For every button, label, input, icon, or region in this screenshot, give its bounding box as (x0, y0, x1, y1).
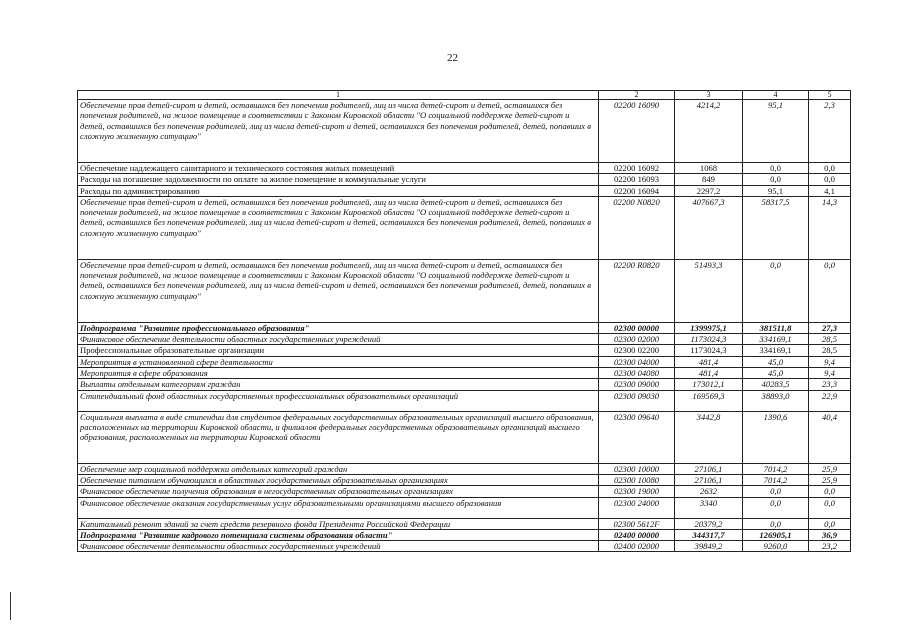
row-name-cell: Финансовое обеспечение оказания государственных услуг образовательными организациями высшего образования (78, 497, 599, 518)
column-header: 3 (675, 91, 743, 100)
row-code-cell: 02300 09640 (599, 411, 675, 463)
row-value-col4: 40283,5 (743, 379, 809, 390)
row-value-col3: 27106,1 (675, 474, 743, 485)
table-row (78, 541, 851, 552)
table-row (78, 463, 851, 474)
table-row (78, 486, 851, 497)
row-value-col4: 0,0 (743, 518, 809, 529)
row-value-col5: 40,4 (809, 411, 851, 463)
row-value-col3: 344317,7 (675, 529, 743, 540)
row-value-col4: 58317,5 (743, 196, 809, 259)
column-header: 4 (743, 91, 809, 100)
row-value-col5: 25,9 (809, 474, 851, 485)
row-name-cell: Обеспечение питанием обучающихся в областных государственных образовательных организациях (78, 474, 599, 485)
row-value-col3: 481,4 (675, 356, 743, 367)
row-code-cell: 02300 02200 (599, 345, 675, 356)
row-value-col3: 3442,8 (675, 411, 743, 463)
table-header-row (78, 91, 851, 100)
row-value-col4: 7014,2 (743, 463, 809, 474)
row-value-col4: 95,1 (743, 185, 809, 196)
row-value-col3: 2297,2 (675, 185, 743, 196)
row-value-col4: 7014,2 (743, 474, 809, 485)
row-code-cell: 02200 N0820 (599, 196, 675, 259)
budget-table (77, 90, 851, 552)
row-code-cell: 02300 04080 (599, 368, 675, 379)
row-value-col3: 4214,2 (675, 100, 743, 163)
row-value-col5: 22,9 (809, 390, 851, 411)
row-value-col3: 407667,3 (675, 196, 743, 259)
row-value-col4: 334169,1 (743, 345, 809, 356)
table-row (78, 356, 851, 367)
row-code-cell: 02300 09030 (599, 390, 675, 411)
row-value-col4: 38893,0 (743, 390, 809, 411)
row-value-col5: 27,3 (809, 322, 851, 333)
row-name-cell: Обеспечение мер социальной поддержки отдельных категорий граждан (78, 463, 599, 474)
table-row (78, 368, 851, 379)
row-name-cell: Расходы по администрированию (78, 185, 599, 196)
table-row (78, 334, 851, 345)
row-value-col4: 9260,0 (743, 541, 809, 552)
row-value-col3: 849 (675, 174, 743, 185)
row-name-cell: Выплаты отдельным категориям граждан (78, 379, 599, 390)
row-value-col3: 169569,3 (675, 390, 743, 411)
table-row (78, 100, 851, 163)
row-code-cell: 02300 19000 (599, 486, 675, 497)
row-code-cell: 02300 10000 (599, 463, 675, 474)
table-row (78, 411, 851, 463)
row-code-cell: 02300 04000 (599, 356, 675, 367)
row-value-col5: 28,5 (809, 334, 851, 345)
row-name-cell: Расходы на погашение задолженности по оплате за жилое помещение и коммунальные услуги (78, 174, 599, 185)
row-code-cell: 02300 09000 (599, 379, 675, 390)
row-code-cell: 02200 16090 (599, 100, 675, 163)
row-name-cell: Подпрограмма "Развитие кадрового потенциала системы образования области" (78, 529, 599, 540)
column-header: 5 (809, 91, 851, 100)
row-value-col5: 0,0 (809, 518, 851, 529)
row-value-col5: 0,0 (809, 486, 851, 497)
row-code-cell: 02300 00000 (599, 322, 675, 333)
row-value-col4: 126905,1 (743, 529, 809, 540)
row-name-cell: Финансовое обеспечение деятельности областных государственных учреждений (78, 541, 599, 552)
row-value-col4: 1390,6 (743, 411, 809, 463)
row-code-cell: 02300 02000 (599, 334, 675, 345)
row-name-cell: Подпрограмма "Развитие профессионального образования" (78, 322, 599, 333)
row-value-col5: 25,9 (809, 463, 851, 474)
row-name-cell: Социальная выплата в виде стипендии для студентов федеральных государственных образовательных организаций высшего образования, расположенных на территории Кировской области, и филиалов федеральных государственных образовательных организаций высшего образования, расположенных на территории Кировской области (78, 411, 599, 463)
column-header: 2 (599, 91, 675, 100)
row-value-col5: 28,5 (809, 345, 851, 356)
row-value-col3: 27106,1 (675, 463, 743, 474)
row-value-col5: 0,0 (809, 174, 851, 185)
row-value-col4: 45,0 (743, 368, 809, 379)
row-name-cell: Капитальный ремонт зданий за счет средств резервного фонда Президента Российской Федерации (78, 518, 599, 529)
row-code-cell: 02400 02000 (599, 541, 675, 552)
margin-mark (10, 592, 11, 620)
row-name-cell: Финансовое обеспечение деятельности областных государственных учреждений (78, 334, 599, 345)
row-value-col5: 9,4 (809, 356, 851, 367)
table-row (78, 390, 851, 411)
table-row (78, 196, 851, 259)
row-value-col3: 1173024,3 (675, 334, 743, 345)
row-value-col5: 36,9 (809, 529, 851, 540)
row-value-col3: 1068 (675, 163, 743, 174)
row-value-col5: 2,3 (809, 100, 851, 163)
row-value-col4: 45,0 (743, 356, 809, 367)
row-name-cell: Стипендиальный фонд областных государственных профессиональных образовательных организаций (78, 390, 599, 411)
row-name-cell: Мероприятия в установленной сфере деятельности (78, 356, 599, 367)
row-value-col5: 0,0 (809, 497, 851, 518)
table-row (78, 345, 851, 356)
row-value-col3: 1399975,1 (675, 322, 743, 333)
column-header: 1 (78, 91, 599, 100)
row-code-cell: 02300 24000 (599, 497, 675, 518)
table-row (78, 529, 851, 540)
row-code-cell: 02400 00000 (599, 529, 675, 540)
row-value-col5: 14,3 (809, 196, 851, 259)
row-value-col4: 0,0 (743, 486, 809, 497)
table-row (78, 518, 851, 529)
row-name-cell: Мероприятия в сфере образования (78, 368, 599, 379)
row-code-cell: 02200 16093 (599, 174, 675, 185)
row-value-col4: 0,0 (743, 259, 809, 322)
row-value-col5: 0,0 (809, 163, 851, 174)
row-value-col3: 173012,1 (675, 379, 743, 390)
row-value-col4: 0,0 (743, 174, 809, 185)
row-value-col5: 23,2 (809, 541, 851, 552)
row-name-cell: Профессиональные образовательные организации (78, 345, 599, 356)
row-value-col4: 334169,1 (743, 334, 809, 345)
row-name-cell: Обеспечение прав детей-сирот и детей, оставшихся без попечения родителей, лиц из числа детей-сирот и детей, оставшихся без попечения родителей, на жилое помещение в соответствии с Законом Кировской области "О социальной поддержке детей-сирот и детей, оставшихся без попечения родителей, лиц из числа детей-сирот и детей, оставшихся без попечения родителей, детей, попавших в сложную жизненную ситуацию" (78, 196, 599, 259)
row-code-cell: 02300 10080 (599, 474, 675, 485)
table-row (78, 259, 851, 322)
row-name-cell: Обеспечение надлежащего санитарного и технического состояния жилых помещений (78, 163, 599, 174)
row-value-col3: 3340 (675, 497, 743, 518)
row-value-col4: 95,1 (743, 100, 809, 163)
row-value-col5: 0,0 (809, 259, 851, 322)
row-code-cell: 02200 16094 (599, 185, 675, 196)
row-value-col3: 51493,3 (675, 259, 743, 322)
table-row (78, 497, 851, 518)
row-value-col3: 20379,2 (675, 518, 743, 529)
row-value-col4: 0,0 (743, 497, 809, 518)
row-value-col3: 481,4 (675, 368, 743, 379)
row-value-col5: 4,1 (809, 185, 851, 196)
table-row (78, 322, 851, 333)
row-value-col5: 9,4 (809, 368, 851, 379)
row-value-col3: 1173024,3 (675, 345, 743, 356)
row-code-cell: 02200 R0820 (599, 259, 675, 322)
table-row (78, 379, 851, 390)
row-name-cell: Обеспечение прав детей-сирот и детей, оставшихся без попечения родителей, лиц из числа детей-сирот и детей, оставшихся без попечения родителей, на жилое помещение в соответствии с Законом Кировской области "О социальной поддержке детей-сирот и детей, оставшихся без попечения родителей, лиц из числа детей-сирот и детей, оставшихся без попечения родителей, детей, попавших в сложную жизненную ситуацию" (78, 259, 599, 322)
row-value-col4: 381511,8 (743, 322, 809, 333)
table-row (78, 174, 851, 185)
row-value-col3: 39849,2 (675, 541, 743, 552)
page-number: 22 (447, 52, 458, 64)
table-row (78, 163, 851, 174)
table-row (78, 185, 851, 196)
row-name-cell: Финансовое обеспечение получения образования в негосударственных образовательных организациях (78, 486, 599, 497)
table-row (78, 474, 851, 485)
row-code-cell: 02200 16092 (599, 163, 675, 174)
row-name-cell: Обеспечение прав детей-сирот и детей, оставшихся без попечения родителей, лиц из числа детей-сирот и детей, оставшихся без попечения родителей, на жилое помещение в соответствии с Законом Кировской области "О социальной поддержке детей-сирот и детей, оставшихся без попечения родителей, лиц из числа детей-сирот и детей, оставшихся без попечения родителей, детей, попавших в сложную жизненную ситуацию" (78, 100, 599, 163)
row-value-col3: 2632 (675, 486, 743, 497)
row-value-col4: 0,0 (743, 163, 809, 174)
row-value-col5: 23,3 (809, 379, 851, 390)
row-code-cell: 02300 5612F (599, 518, 675, 529)
